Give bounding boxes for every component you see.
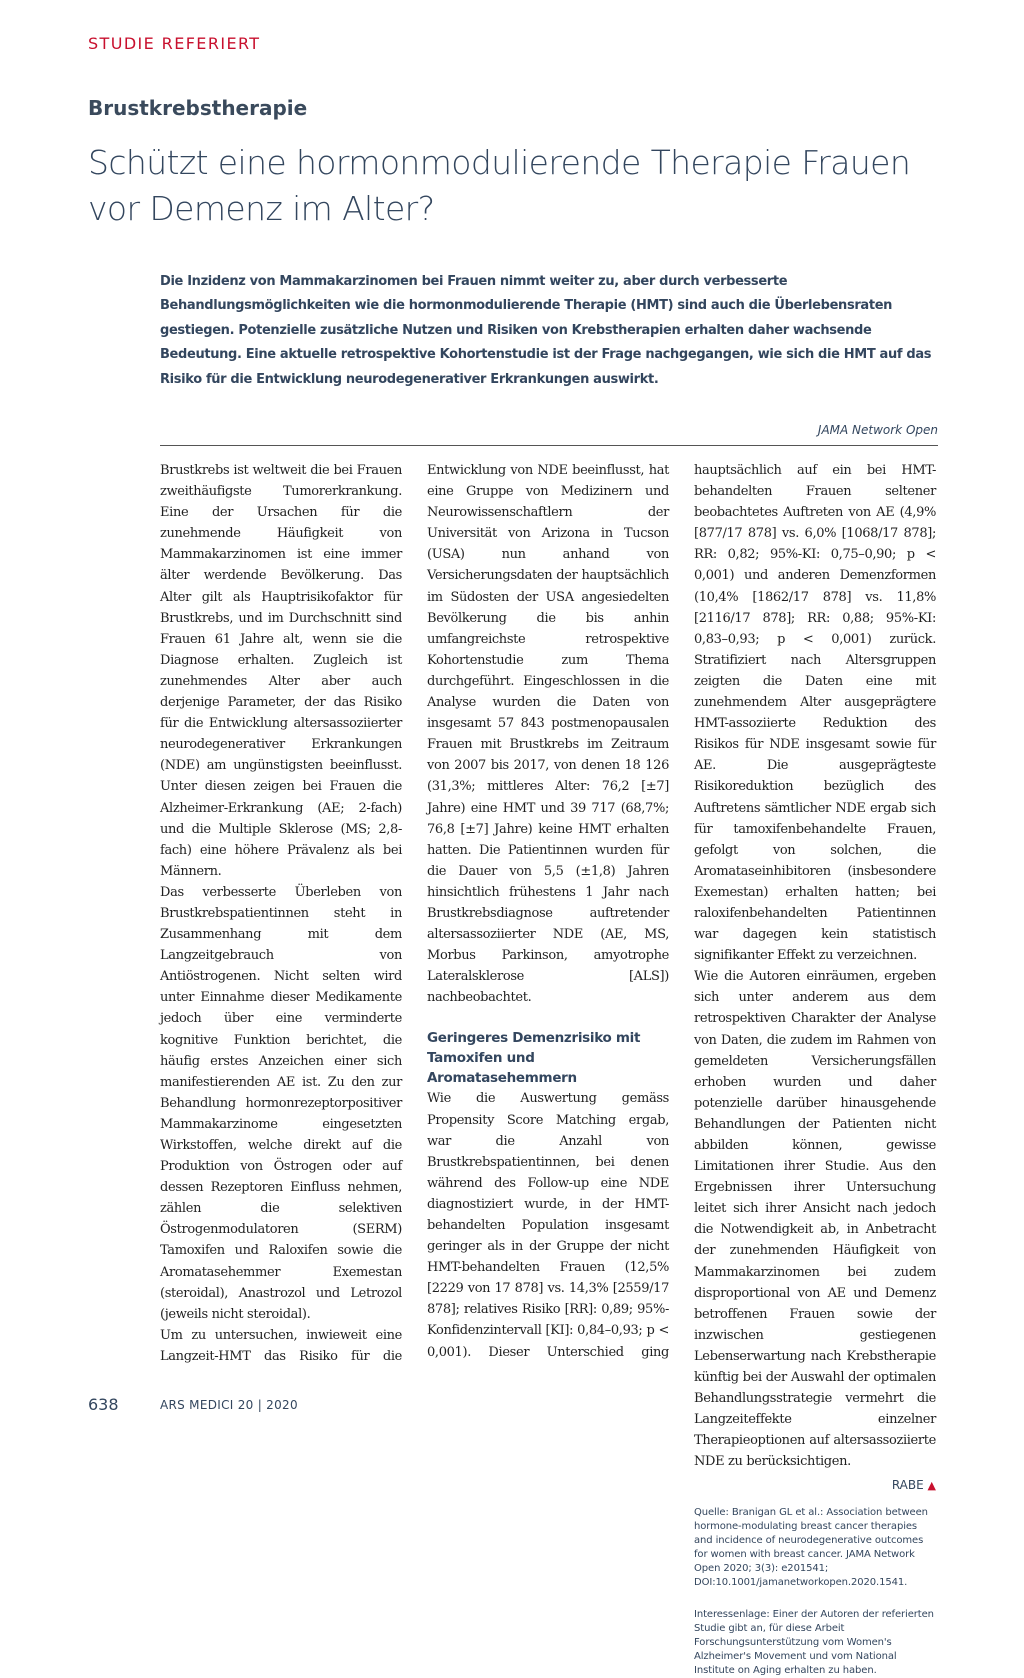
body-column-1 [160,460,402,1367]
article-title: Schützt eine hormonmodulierende Therapie Frauen vor Demenz im Alter? [88,143,911,228]
source-note: Quelle: Branigan GL et al.: Association between hormone-modulating breast cancer therapies and incidence of neurodegenerative outcomes for women with breast cancer. JAMA Network Open 2020; 3(3): e201541; DOI:10.1001/jamanetworkopen.2020.1541. [694,1506,928,1588]
author-signature [694,1475,936,1496]
journal-name: ARS MEDICI 20 | 2020 [160,1398,298,1412]
body-column-2 [427,460,669,1363]
author-initials: RABE [891,1477,928,1492]
triangle-up-icon: ▲ [927,1478,936,1492]
divider [160,445,938,446]
body-paragraph: Das verbesserte Überleben von Brustkrebspatientinnen steht in Zusammenhang mit dem Langzeitgebrauch von Antiöstrogenen. Nicht selten wird unter Einnahme dieser Medikamente jedoch über eine verminderte kognitive Funktion berichtet, die häufig erstes Anzeichen einer sich manifestierenden AE ist. Zu den zur Behandlung hormonrezeptorpositiver Mammakarzinome eingesetzten Wirkstoffen, welche direkt auf die Produktion von Östrogen oder auf dessen Rezeptoren Einfluss nehmen, zählen die selektiven Östrogenmodulatoren (SERM) Tamoxifen und Raloxifen sowie die Aromatasehemmer Exemestan (steroidal), Anastrozol und Letrozol (jeweils nicht steroidal). [160,884,402,1322]
source-tag: JAMA Network Open [817,423,938,437]
body-paragraph: Wie die Autoren einräumen, ergeben sich unter anderem aus dem retrospektiven Charakter der Analyse von Daten, die zudem im Rahmen von gemeldeten Versicherungsfällen erhoben wurden und daher potenzielle darüber hinausgehende Behandlungen der Patienten nicht abbilden können, gewisse Limitationen ihrer Studie. Aus den Ergebnissen ihrer Untersuchung leitet sich ihrer Ansicht nach jedoch die Notwendigkeit ab, in Anbetracht der zunehmenden Häufigkeit von Mammakarzinomen bei zudem disproportional von AE und Demenz betroffenen Frauen sowie der inzwischen gestiegenen Lebenserwartung nach Krebstherapie künftig bei der Auswahl der optimalen Behandlungsstrategie vermehrt die Langzeiteffekte einzelner Therapieoptionen auf altersassoziierte NDE zu berücksichtigen. [694,969,936,1470]
body-paragraph: hauptsächlich auf ein bei HMT-behandelten Frauen seltener beobachtetes Auftreten von AE (4,9% [877/17 878] vs. 6,0% [1068/17 878]; RR: 0,82; 95%-KI: 0,75–0,90; p < 0,001) und anderen Demenzformen (10,4% [1862/17 878] vs. 11,8% [2116/17 878]; RR: 0,88; 95%-KI: 0,83–0,93; p < 0,001) zurück. Stratifiziert nach Altersgruppen zeigten die Daten eine mit zunehmendem Alter ausgeprägtere HMT-assoziierte Reduktion des Risikos für NDE insgesamt sowie für AE. Die ausgeprägteste Risikoreduktion bezüglich des Auftretens sämtlicher NDE ergab sich für tamoxifenbehandelte Frauen, gefolgt von solchen, die Aromataseinhibitoren (insbesondere Exemestan) erhalten hatten; bei raloxifenbehandelten Patientinnen war dagegen kein statistisch signifikanter Effekt zu verzeichnen. [694,463,936,964]
body-paragraph: Wie die Auswertung gemäss Propensity Score Matching ergab, war die Anzahl von Brustkrebspatientinnen, bei denen während des Follow-up eine NDE diagnostiziert wurde, in der HMT-behandelten Population insgesamt geringer als in der Gruppe der nicht HMT-behandelten Frauen (12,5% [2229 von 17 878] vs. 14,3% [2559/17 878]; relatives Risiko [RR]: 0,89; 95%-Konfidenzintervall [KI]: 0,84–0,93; p < 0,001). Dieser Unterschied ging [427,1091,669,1360]
body-paragraph: Um zu untersuchen, inwieweit eine Langzeit-HMT das Risiko für die [160,1327,402,1364]
kicker-heading: Brustkrebstherapie [88,96,308,120]
page-number: 638 [88,1395,119,1414]
section-label: STUDIE REFERIERT [88,34,261,53]
lead-paragraph: Die Inzidenz von Mammakarzinomen bei Frauen nimmt weiter zu, aber durch verbesserte Behandlungsmöglichkeiten wie die hormonmodulierende Therapie (HMT) sind auch die Überlebensraten gestiegen. Potenzielle zusätzliche Nutzen und Risiken von Krebstherapien erhalten daher wachsende Bedeutung. Eine aktuelle retrospektive Kohortenstudie ist der Frage nachgegangen, wie sich die HMT auf das Risiko für die Entwicklung neurodegenerativer Erkrankungen auswirkt. [160,274,932,387]
body-paragraph: Entwicklung von NDE beeinflusst, hat eine Gruppe von Medizinern und Neurowissenschaftlern der Universität von Arizona in Tucson (USA) nun anhand von Versicherungsdaten der hauptsächlich im Südosten der USA angesiedelten Bevölkerung die bis anhin umfangreichste retrospektive Kohortenstudie zum Thema durchgeführt. Eingeschlossen in die Analyse wurden die Daten von insgesamt 57 843 postmenopausalen Frauen mit Brustkrebs im Zeitraum von 2007 bis 2017, von denen 18 126 (31,3%; mittleres Alter: 76,2 [±7] Jahre) eine HMT und 39 717 (68,7%; 76,8 [±7] Jahre) keine HMT erhalten hatten. Die Patientinnen wurden für die Dauer von 5,5 (±1,8) Jahren hinsichtlich frühestens 1 Jahr nach Brustkrebsdiagnose auftretender altersassoziierter NDE (AE, MS, Morbus Parkinson, amyotrophe Lateralsklerose [ALS]) nachbeobachtet. [427,463,669,1006]
section-subheading: Geringeres Demenzrisiko mit Tamoxifen und Aromatasehemmern [427,1030,641,1087]
body-column-3 [694,460,936,1678]
conflict-note: Interessenlage: Einer der Autoren der referierten Studie gibt an, für diese Arbeit Forschungsunterstützung vom Women's Alzheimer's Movement und vom National Institute on Aging erhalten zu haben. [694,1608,934,1676]
body-paragraph: Brustkrebs ist weltweit die bei Frauen zweithäufigste Tumorerkrankung. Eine der Ursachen für die zunehmende Häufigkeit von Mammakarzinomen ist eine immer älter werdende Bevölkerung. Das Alter gilt als Hauptrisikofaktor für Brustkrebs, und im Durchschnitt sind Frauen 61 Jahre alt, wenn sie die Diagnose erhalten. Zugleich ist zunehmendes Alter aber auch derjenige Parameter, der das Risiko für die Entwicklung altersassoziierter neurodegenerativer Erkrankungen (NDE) am ungünstigsten beeinflusst. Unter diesen zeigen bei Frauen die Alzheimer-Erkrankung (AE; 2-fach) und die Multiple Sklerose (MS; 2,8-fach) eine höhere Prävalenz als bei Männern. [160,463,402,879]
